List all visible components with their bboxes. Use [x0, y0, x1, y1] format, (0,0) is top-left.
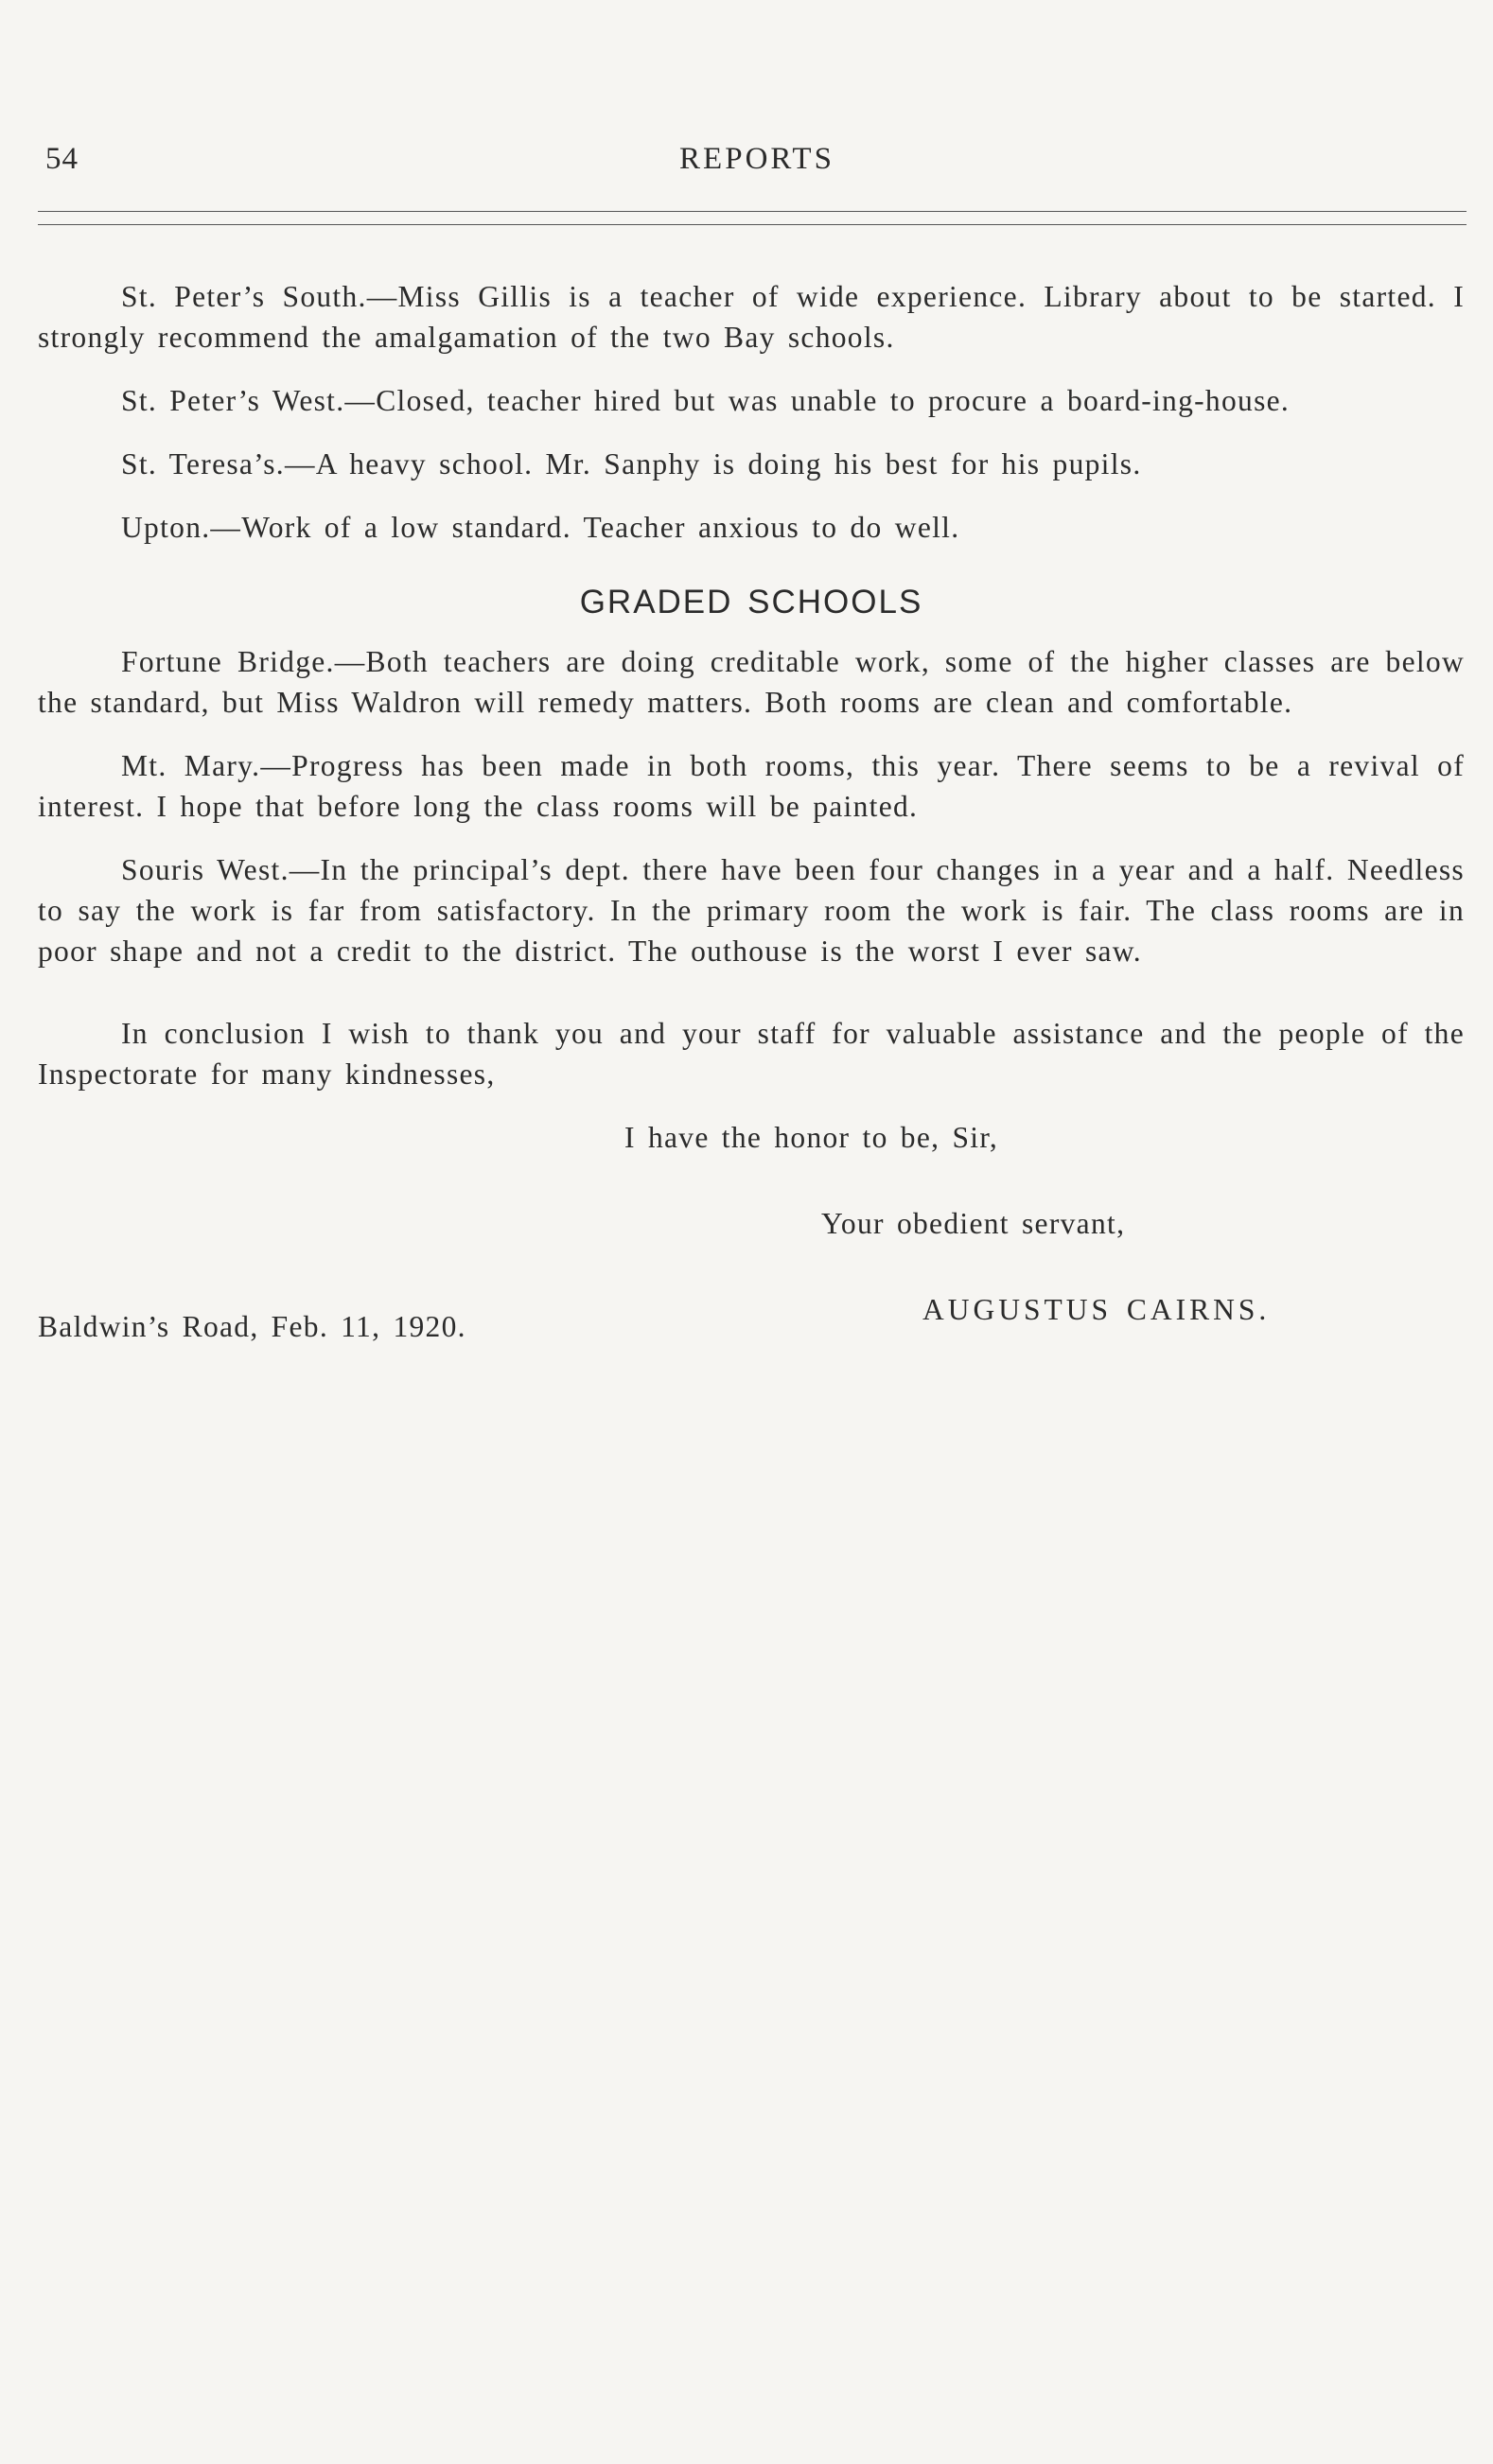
paragraph-souris-west: Souris West.—In the principal’s dept. there have been four changes in a year and a half. Needless to say the work is far from satisfactory. In the primary room the work is fair. The class rooms are in poor shape and not a credit to the district. The outhouse is the worst I ever saw. — [38, 853, 1465, 968]
paragraph-mt-mary: Mt. Mary.—Progress has been made in both rooms, this year. There seems to be a revival of interest. I hope that before long the class rooms will be painted. — [38, 749, 1465, 823]
running-head — [38, 142, 1457, 189]
header-rule — [38, 211, 1467, 212]
paragraph-conclusion: In conclusion I wish to thank you and your staff for valuable assistance and the people of the Inspectorate for many kindnesses, — [38, 1017, 1465, 1091]
paragraph-st-peters-south: St. Peter’s South.—Miss Gillis is a teacher of wide experience. Library about to be started. I strongly recommend the amalgamation of the two Bay schools. — [38, 280, 1465, 354]
signature-name: AUGUSTUS CAIRNS. — [922, 1293, 1271, 1326]
running-title: REPORTS — [679, 142, 834, 176]
closing-line-2 — [38, 1203, 1465, 1244]
page-number: 54 — [45, 142, 79, 176]
paragraph-upton: Upton.—Work of a low standard. Teacher anxious to do well. — [121, 511, 960, 544]
dateline — [38, 1310, 1465, 1371]
dateline-text: Baldwin’s Road, Feb. 11, 1920. — [38, 1310, 466, 1343]
paragraph-st-peters-west: St. Peter’s West.—Closed, teacher hired but was unable to procure a board-ing-house. — [121, 384, 1291, 417]
salutation-text: I have the honor to be, Sir, — [624, 1121, 999, 1154]
paragraph-fortune-bridge: Fortune Bridge.—Both teachers are doing creditable work, some of the higher classes are below the standard, but Miss Waldron will remedy matters. Both rooms are clean and comfortable. — [38, 645, 1465, 719]
closing-line-1 — [38, 1117, 1465, 1158]
body-text — [38, 276, 1465, 1371]
section-heading: GRADED SCHOOLS — [579, 584, 923, 620]
paragraph-st-teresas: St. Teresa’s.—A heavy school. Mr. Sanphy is doing his best for his pupils. — [121, 447, 1142, 481]
valediction-text: Your obedient servant, — [821, 1207, 1126, 1240]
header-rule-secondary — [38, 224, 1467, 225]
